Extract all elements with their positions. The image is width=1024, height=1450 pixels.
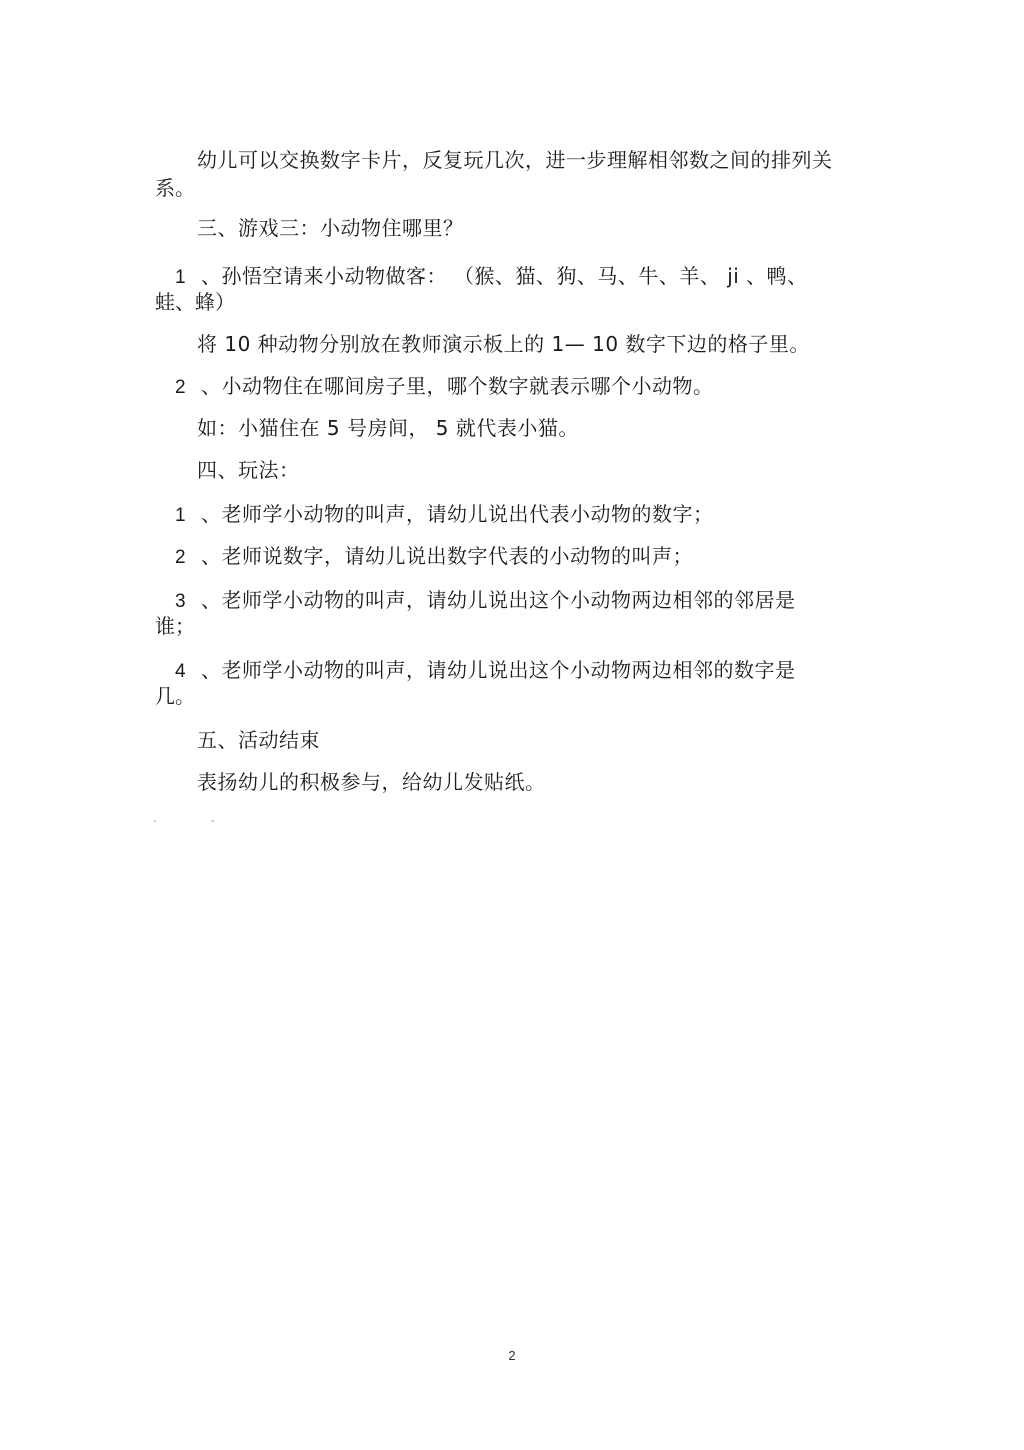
list-number: 3 — [175, 591, 187, 612]
list-number: 4 — [175, 661, 187, 682]
play-rule-4-continuation: 几。 — [155, 684, 195, 708]
list-item-text: 、孙悟空请来小动物做客： （猴、猫、狗、马、牛、羊、 ji 、鸭、 — [201, 264, 808, 288]
list-item-2-animal-houses — [155, 372, 875, 402]
scan-mark — [154, 820, 156, 822]
list-item-1-invite-animals — [155, 262, 875, 292]
scan-mark — [211, 820, 214, 822]
play-rule-3 — [155, 586, 875, 616]
play-rule-3-continuation: 谁； — [155, 614, 195, 638]
list-item-1-continuation: 蛙、蜂） — [155, 290, 235, 314]
play-rule-2 — [155, 542, 875, 572]
list-item-text: 、小动物住在哪间房子里，哪个数字就表示哪个小动物。 — [201, 374, 714, 398]
list-number: 1 — [175, 267, 187, 288]
section-heading-game-three: 三、游戏三：小动物住哪里？ — [197, 216, 464, 240]
list-number: 2 — [175, 547, 187, 568]
paragraph-exchange-cards-continuation: 系。 — [155, 176, 195, 200]
play-rule-1 — [155, 500, 875, 530]
section-heading-how-to-play: 四、玩法： — [197, 458, 300, 482]
paragraph-place-animals: 将 10 种动物分别放在教师演示板上的 1— 10 数字下边的格子里。 — [197, 332, 810, 356]
paragraph-praise-children: 表扬幼儿的积极参与，给幼儿发贴纸。 — [197, 770, 546, 794]
list-item-text: 、老师学小动物的叫声，请幼儿说出这个小动物两边相邻的邻居是 — [201, 588, 796, 612]
list-item-text: 、老师说数字，请幼儿说出数字代表的小动物的叫声； — [201, 544, 693, 568]
page-number: 2 — [508, 1348, 516, 1363]
play-rule-4 — [155, 656, 875, 686]
section-heading-activity-end: 五、活动结束 — [197, 728, 320, 752]
list-item-text: 、老师学小动物的叫声，请幼儿说出代表小动物的数字； — [201, 502, 714, 526]
list-number: 2 — [175, 377, 187, 398]
list-number: 1 — [175, 505, 187, 526]
paragraph-exchange-cards: 幼儿可以交换数字卡片，反复玩几次，进一步理解相邻数之间的排列关 — [197, 148, 833, 172]
list-item-text: 、老师学小动物的叫声，请幼儿说出这个小动物两边相邻的数字是 — [201, 658, 796, 682]
paragraph-example: 如：小猫住在 5 号房间， 5 就代表小猫。 — [197, 416, 579, 440]
